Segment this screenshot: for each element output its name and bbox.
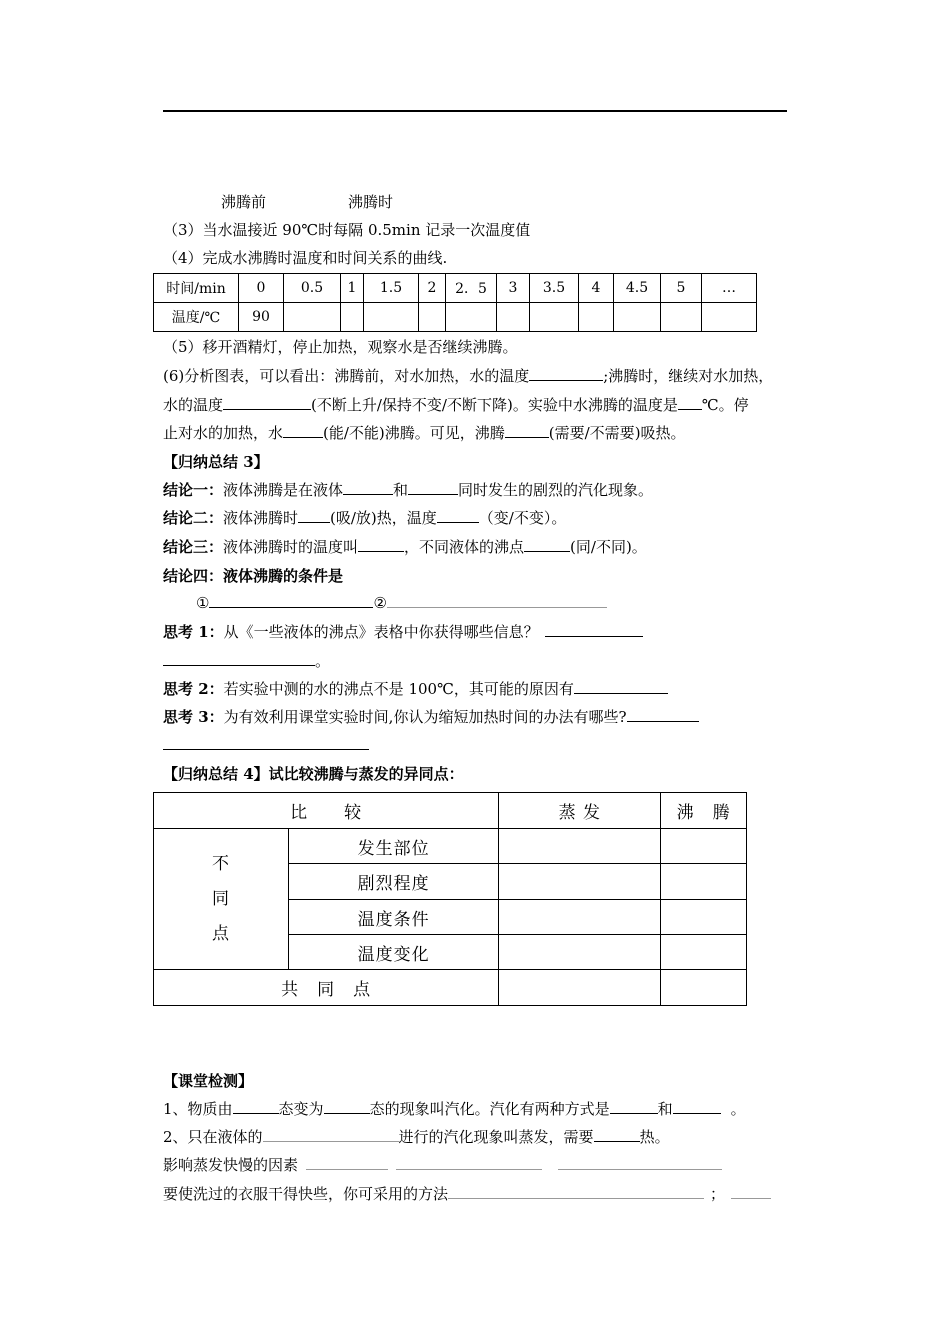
header-rule <box>163 110 787 112</box>
row-label: 温度变化 <box>289 935 499 970</box>
blank <box>678 395 702 410</box>
cell <box>499 970 661 1006</box>
blank <box>396 1155 542 1170</box>
blank <box>505 423 549 438</box>
blank <box>594 1127 640 1142</box>
blank <box>306 1155 388 1170</box>
think-1-cont: 。 <box>163 651 330 671</box>
blank <box>673 1099 721 1114</box>
header-boiling: 沸 腾 <box>661 793 747 829</box>
time-cell: 3.5 <box>530 274 579 303</box>
temp-header: 温度/℃ <box>154 303 239 332</box>
cell <box>661 900 747 935</box>
temp-cell <box>661 303 702 332</box>
blank <box>558 1155 722 1170</box>
temp-cell <box>579 303 614 332</box>
cell <box>661 935 747 970</box>
question-4: 要使洗过的衣服干得快些，你可采用的方法 ； <box>163 1184 771 1204</box>
blank <box>574 679 668 694</box>
blank <box>387 593 607 608</box>
step-6-line1: (6)分析图表，可以看出：沸腾前，对水加热，水的温度 ;沸腾时，继续对水加热， <box>163 367 774 385</box>
row-label: 发生部位 <box>289 829 499 864</box>
header-evaporation: 蒸 发 <box>499 793 661 829</box>
temp-cell <box>364 303 419 332</box>
cell <box>661 864 747 900</box>
blank <box>324 1099 370 1114</box>
think-3-blank <box>163 749 369 750</box>
check-title: 【课堂检测】 <box>163 1072 254 1090</box>
temp-cell <box>497 303 530 332</box>
cell <box>499 829 661 864</box>
temp-cell <box>702 303 757 332</box>
conclusion-1: 结论一：液体沸腾是在液体 和 同时发生的剧烈的汽化现象。 <box>163 481 654 499</box>
caption-during: 沸腾时 <box>348 193 394 211</box>
temp-cell <box>284 303 341 332</box>
temp-cell: 90 <box>239 303 284 332</box>
conclusion-4: 结论四：液体沸腾的条件是 <box>163 567 344 585</box>
blank <box>163 651 315 666</box>
step-6-line2: 水的温度 (不断上升/保持不变/不断下降)。实验中水沸腾的温度是 ℃。停 <box>163 396 749 414</box>
time-cell: 1 <box>341 274 364 303</box>
step-3: （3）当水温接近 90℃时每隔 0.5min 记录一次温度值 <box>163 221 531 239</box>
time-temperature-table <box>153 273 757 332</box>
time-cell: … <box>702 274 757 303</box>
step-4: （4）完成水沸腾时温度和时间关系的曲线. <box>163 249 448 267</box>
conditions: ① ② <box>196 593 607 613</box>
cell <box>661 970 747 1006</box>
time-cell: 4 <box>579 274 614 303</box>
time-cell: 1.5 <box>364 274 419 303</box>
temp-cell <box>530 303 579 332</box>
think-1: 思考 1：从《一些液体的沸点》表格中你获得哪些信息？ <box>163 622 643 642</box>
think-2: 思考 2：若实验中测的水的沸点不是 100℃，其可能的原因有 <box>163 679 668 699</box>
time-cell: 0 <box>239 274 284 303</box>
blank <box>448 1184 704 1199</box>
blank <box>209 593 373 608</box>
blank <box>343 480 393 495</box>
temp-cell <box>419 303 446 332</box>
summary4-title: 【归纳总结 4】试比较沸腾与蒸发的异同点： <box>163 765 464 783</box>
cell <box>661 829 747 864</box>
blank <box>610 1099 658 1114</box>
conclusion-3: 结论三：液体沸腾时的温度叫 ，不同液体的沸点 (同/不同)。 <box>163 538 647 556</box>
cell <box>499 900 661 935</box>
temp-cell <box>614 303 661 332</box>
temp-cell <box>341 303 364 332</box>
cell <box>499 935 661 970</box>
row-label: 剧烈程度 <box>289 864 499 900</box>
time-header: 时间/min <box>154 274 239 303</box>
blank <box>731 1184 771 1199</box>
blank <box>233 1099 279 1114</box>
diff-label: 不 同 点 <box>154 829 289 970</box>
blank <box>223 395 311 410</box>
blank <box>408 480 458 495</box>
question-1: 1、物质由 态变为 态的现象叫汽化。汽化有两种方式是 和 。 <box>163 1100 746 1118</box>
time-cell: 0.5 <box>284 274 341 303</box>
step-6-line3: 止对水的加热，水 (能/不能)沸腾。可见，沸腾 (需要/不需要)吸热。 <box>163 424 686 442</box>
temp-cell <box>446 303 497 332</box>
row-label: 温度条件 <box>289 900 499 935</box>
time-cell: 4.5 <box>614 274 661 303</box>
time-cell: 5 <box>661 274 702 303</box>
time-cell: 2 <box>419 274 446 303</box>
blank <box>524 537 570 552</box>
question-2: 2、只在液体的 进行的汽化现象叫蒸发，需要 热。 <box>163 1128 670 1146</box>
blank <box>283 423 323 438</box>
blank <box>358 537 404 552</box>
blank <box>298 508 330 523</box>
comparison-table <box>153 792 747 1006</box>
step-5: （5）移开酒精灯，停止加热，观察水是否继续沸腾。 <box>163 338 518 356</box>
blank <box>545 622 643 637</box>
blank <box>627 707 699 722</box>
time-cell: 2．5 <box>446 274 497 303</box>
blank <box>529 366 603 381</box>
blank <box>263 1127 399 1142</box>
blank <box>437 508 479 523</box>
time-cell: 3 <box>497 274 530 303</box>
common-label: 共 同 点 <box>154 970 499 1006</box>
header-compare: 比 较 <box>154 793 499 829</box>
cell <box>499 864 661 900</box>
think-3: 思考 3：为有效利用课堂实验时间,你认为缩短加热时间的办法有哪些? <box>163 707 699 727</box>
caption-before: 沸腾前 <box>221 193 267 211</box>
question-3: 影响蒸发快慢的因素 <box>163 1155 722 1175</box>
conclusion-2: 结论二：液体沸腾时 (吸/放)热，温度 （变/不变）。 <box>163 509 567 527</box>
summary3-title: 【归纳总结 3】 <box>163 453 269 471</box>
